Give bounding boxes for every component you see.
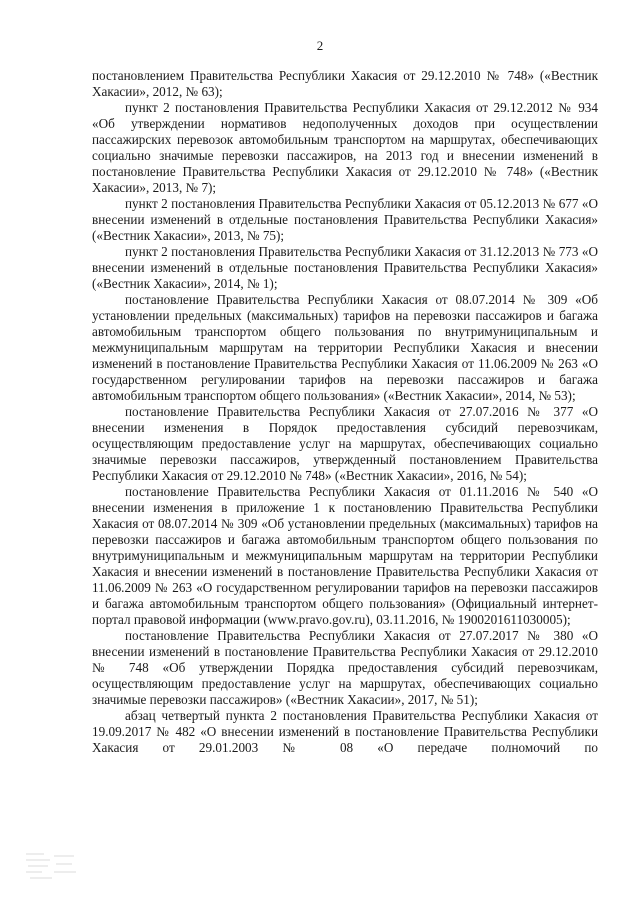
list-item: постановление Правительства Республики Хакасия от 27.07.2017 № 380 «О внесении изменений в постановление Правительства Республики Хакасия от 29.12.2010 № 748 «Об утверждении Порядка предоставления субсидий перевозчикам, осуществляющим предоставление услуг на маршрутах, обеспечивающих социально значимые перевозки пассажиров» («Вестник Хакасии», 2017, № 51);	[92, 628, 598, 707]
list-item: пункт 2 постановления Правительства Республики Хакасия от 31.12.2013 № 773 «О внесении изменений в отдельные постановления Правительства Республики Хакасия» («Вестник Хакасии», 2014, № 1);	[92, 244, 598, 291]
list-item: постановление Правительства Республики Хакасия от 01.11.2016 № 540 «О внесении изменения в приложение 1 к постановлению Правительства Республики Хакасия от 08.07.2014 № 309 «Об установлении предельных (максимальных) тарифов на перевозки пассажиров и багажа автомобильным транспортом общего пользования по внутримуниципальным и межмуниципальным маршрутам на территории Республики Хакасия и внесении изменений в постановление Правительства Республики Хакасия от 11.06.2009 № 263 «О государственном регулировании тарифов на перевозки пассажиров и багажа автомобильным транспортом общего пользования» (Официальный интернет-портал правовой информации (www.pravo.gov.ru), 03.11.2016, № 1900201611030005);	[92, 484, 598, 627]
list-item: абзац четвертый пункта 2 постановления Правительства Республики Хакасия от 19.09.2017 № 482 «О внесении изменений в постановление Правительства Республики Хакасия от 29.01.2003 № 08 «О передаче полномочий по	[92, 708, 598, 755]
document-body	[92, 68, 598, 756]
page-number: 2	[316, 38, 324, 53]
list-item: постановление Правительства Республики Хакасия от 27.07.2016 № 377 «О внесении изменения в Порядок предоставления субсидий перевозчикам, осуществляющим предоставление услуг на маршрутах, обеспечивающих социально значимые перевозки пассажиров, утвержденный постановлением Правительства Республики Хакасия от 29.12.2010 № 748» («Вестник Хакасии», 2016, № 54);	[92, 404, 598, 483]
faint-stamp-mark	[22, 846, 82, 886]
list-item: пункт 2 постановления Правительства Республики Хакасия от 05.12.2013 № 677 «О внесении изменений в отдельные постановления Правительства Республики Хакасия» («Вестник Хакасии», 2013, № 75);	[92, 196, 598, 243]
list-item: постановление Правительства Республики Хакасия от 08.07.2014 № 309 «Об установлении предельных (максимальных) тарифов на перевозки пассажиров и багажа автомобильным транспортом общего пользования по внутримуниципальным и межмуниципальным маршрутам на территории Республики Хакасия и внесении изменений в постановление Правительства Республики Хакасия от 11.06.2009 № 263 «О государственном регулировании тарифов на перевозки пассажиров и багажа автомобильным транспортом общего пользования» («Вестник Хакасии», 2014, № 53);	[92, 292, 598, 403]
list-item: постановлением Правительства Республики Хакасия от 29.12.2010 № 748» («Вестник Хакасии», 2012, № 63);	[92, 68, 598, 99]
list-item: пункт 2 постановления Правительства Республики Хакасия от 29.12.2012 № 934 «Об утверждении нормативов недополученных доходов при осуществлении пассажирских перевозок автомобильным транспортом на маршрутах, обеспечивающих социально значимые перевозки пассажиров, на 2013 год и внесении изменений в постановление Правительства Республики Хакасия от 29.12.2010 № 748» («Вестник Хакасии», 2013, № 7);	[92, 100, 598, 195]
